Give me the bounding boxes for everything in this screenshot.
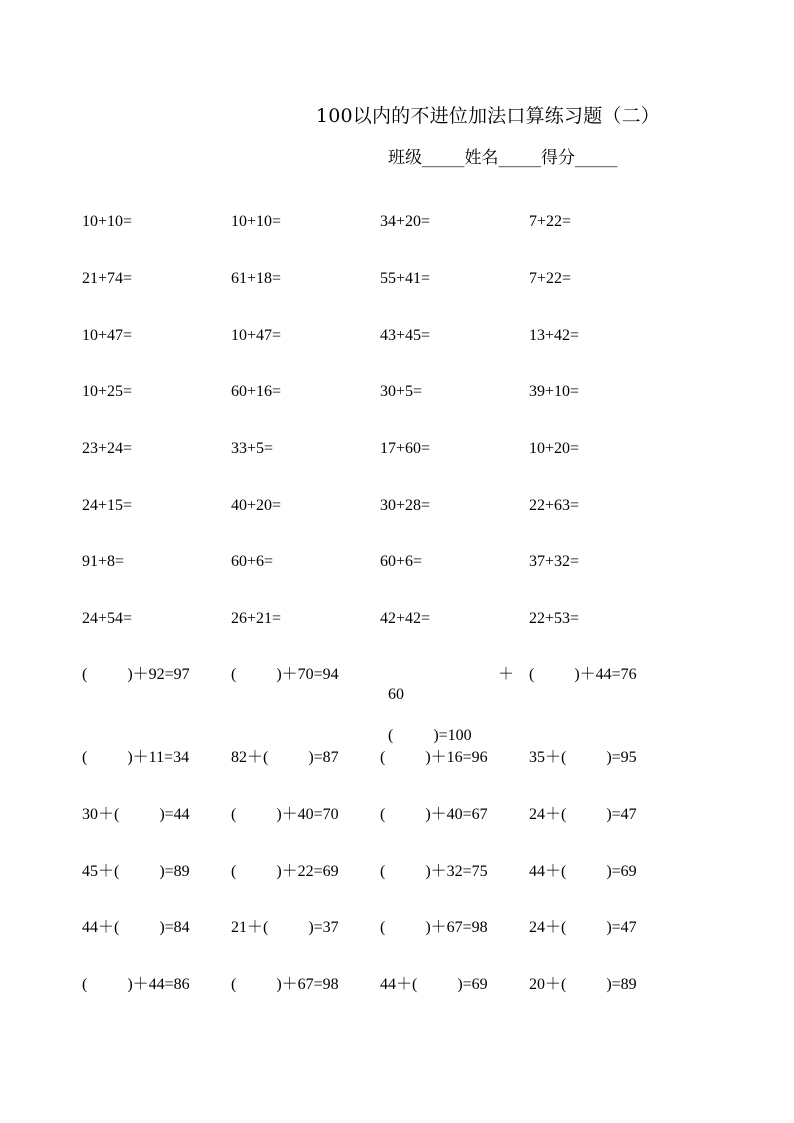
- problem-cell: ( )＋44=76: [529, 666, 637, 683]
- problem-cell: 24+54=: [82, 610, 133, 627]
- problem-cell: 60+16=: [231, 383, 282, 400]
- problem-cell: 20＋( )=89: [529, 976, 637, 993]
- problem-cell: 21+74=: [82, 270, 133, 287]
- problem-cell: 26+21=: [231, 610, 282, 627]
- problem-cell: 30+5=: [380, 383, 423, 400]
- problem-cell: 55+41=: [380, 270, 431, 287]
- problem-cell: 30＋( )=44: [82, 806, 190, 823]
- problem-cell: 37+32=: [529, 553, 580, 570]
- problem-cell: 23+24=: [82, 440, 133, 457]
- problem-cell: 44＋( )=69: [529, 863, 637, 880]
- problem-cell: 21＋( )=37: [231, 919, 339, 936]
- problem-cell: 7+22=: [529, 270, 572, 287]
- problem-cell: 24＋( )=47: [529, 919, 637, 936]
- problem-cell: ( )＋92=97: [82, 666, 190, 683]
- problem-cell: ( )＋67=98: [231, 976, 339, 993]
- split-cell-first: 60: [388, 686, 404, 703]
- problem-cell: 43+45=: [380, 327, 431, 344]
- problem-cell: 60+6=: [380, 553, 423, 570]
- problem-cell: ( )＋67=98: [380, 919, 488, 936]
- problem-cell: ( )＋40=67: [380, 806, 488, 823]
- problem-cell: 22+53=: [529, 610, 580, 627]
- page-title: 100以内的不进位加法口算练习题（二）: [315, 105, 660, 127]
- problem-cell-split-continuation: [380, 706, 514, 746]
- problem-cell: 44＋( )=69: [380, 976, 488, 993]
- problem-cell: 61+18=: [231, 270, 282, 287]
- problem-cell: 45＋( )=89: [82, 863, 190, 880]
- problem-cell: 35＋( )=95: [529, 749, 637, 766]
- problem-cell: ( )＋22=69: [231, 863, 339, 880]
- problem-cell: 34+20=: [380, 213, 431, 230]
- problem-cell: 10+20=: [529, 440, 580, 457]
- problem-cell: 60+6=: [231, 553, 274, 570]
- problem-cell: ( )＋70=94: [231, 666, 339, 683]
- problem-cell: ( )＋44=86: [82, 976, 190, 993]
- problem-cell: 10+25=: [82, 383, 133, 400]
- problem-cell: 22+63=: [529, 497, 580, 514]
- problem-cell: ( )＋16=96: [380, 749, 488, 766]
- problem-cell: 7+22=: [529, 213, 572, 230]
- problem-cell-split: [380, 665, 514, 705]
- problem-cell: ( )＋32=75: [380, 863, 488, 880]
- problem-cell: 24＋( )=47: [529, 806, 637, 823]
- problem-cell: 13+42=: [529, 327, 580, 344]
- problem-cell: ( )＋11=34: [82, 749, 190, 766]
- split-cell-second: ( )=100: [388, 727, 472, 744]
- problem-cell: 42+42=: [380, 610, 431, 627]
- problem-cell: 39+10=: [529, 383, 580, 400]
- problem-cell: 10+10=: [82, 213, 133, 230]
- problem-cell: 17+60=: [380, 440, 431, 457]
- problem-cell: 33+5=: [231, 440, 274, 457]
- problem-cell: 91+8=: [82, 553, 125, 570]
- problem-cell: 82＋( )=87: [231, 749, 339, 766]
- problem-cell: 44＋( )=84: [82, 919, 190, 936]
- problem-cell: 10+10=: [231, 213, 282, 230]
- problem-cell: 24+15=: [82, 497, 133, 514]
- problem-cell: ( )＋40=70: [231, 806, 339, 823]
- student-info-line: 班级_____姓名_____得分_____: [388, 148, 618, 168]
- problem-cell: 30+28=: [380, 497, 431, 514]
- problem-cell: 40+20=: [231, 497, 282, 514]
- problem-cell: 10+47=: [231, 327, 282, 344]
- split-cell-plus: ＋: [497, 666, 514, 683]
- problem-cell: 10+47=: [82, 327, 133, 344]
